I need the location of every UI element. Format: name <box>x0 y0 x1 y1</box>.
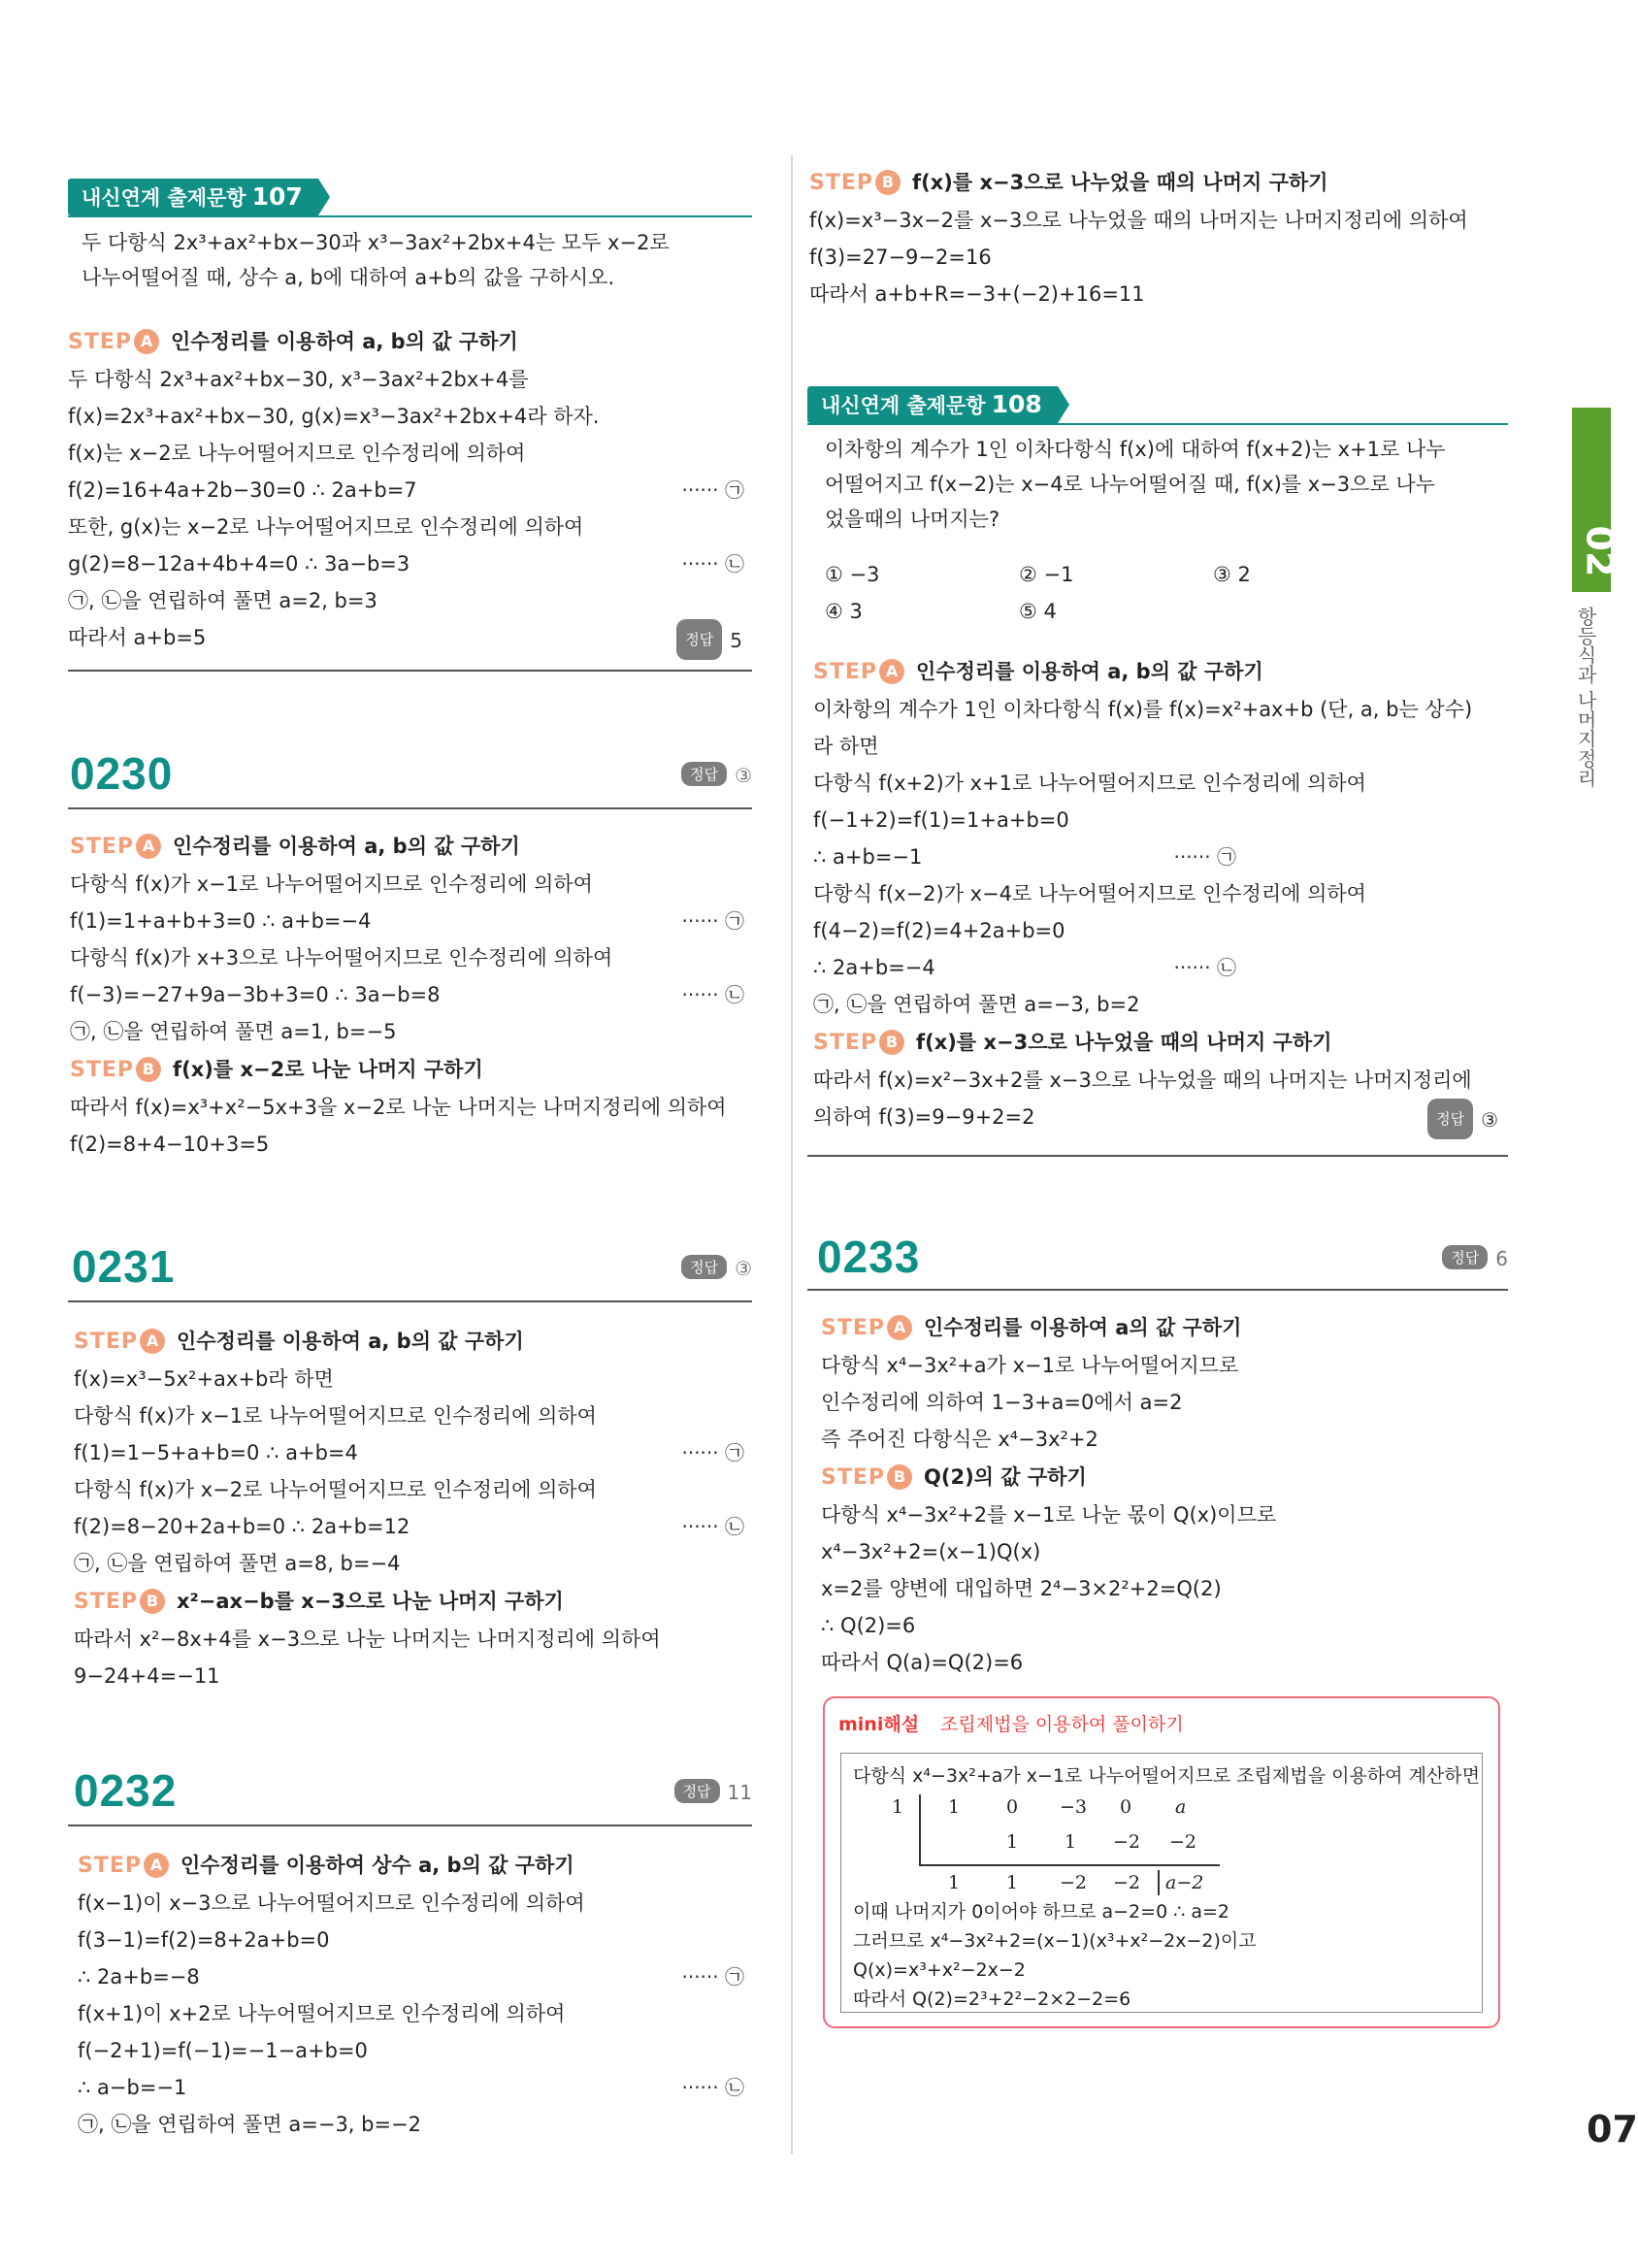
choice: ① −3 <box>825 563 880 586</box>
answer-box: 정답 ③ <box>1427 1099 1498 1139</box>
column-divider <box>791 155 793 2154</box>
solution-line: ㉠, ㉡을 연립하여 풀면 a=−3, b=2 <box>813 993 1140 1016</box>
solution-line: 따라서 f(x)=x³+x²−5x+3을 x−2로 나눈 나머지는 나머지정리에 의하여 <box>70 1096 727 1119</box>
solution-line: f(2)=16+4a+2b−30=0 ∴ 2a+b=7 ······ ㉠ <box>68 478 744 502</box>
solution-line: ∴ Q(2)=6 <box>821 1614 916 1637</box>
mini-line: Q(x)=x³+x²−2x−2 <box>853 1959 1026 1981</box>
solution-line: 다항식 x⁴−3x²+a가 x−1로 나누어떨어지므로 <box>821 1354 1239 1377</box>
mini-line: 다항식 x⁴−3x²+a가 x−1로 나누어떨어지므로 조립제법을 이용하여 계산하면 <box>853 1765 1480 1787</box>
mini-line: 따라서 Q(2)=2³+2²−2×2−2=6 <box>853 1989 1131 2010</box>
solution-line: ∴ 2a+b=−4 ······ ㉡ <box>813 956 1236 979</box>
step-a-title: STEP A 인수정리를 이용하여 a, b의 값 구하기 <box>813 660 1263 684</box>
solution-line: 다항식 f(x)가 x+3으로 나누어떨어지므로 인수정리에 의하여 <box>70 946 613 970</box>
step-a-title: STEP A 인수정리를 이용하여 a, b의 값 구하기 <box>74 1330 524 1354</box>
solution-line: f(4−2)=f(2)=4+2a+b=0 <box>813 919 1065 942</box>
solution-line: 다항식 f(x)가 x−2로 나누어떨어지므로 인수정리에 의하여 <box>74 1478 597 1501</box>
solution-line: 따라서 f(x)=x²−3x+2를 x−3으로 나누었을 때의 나머지는 나머지정리에 <box>813 1068 1472 1092</box>
solution-line: f(x)=2x³+ax²+bx−30, g(x)=x³−3ax²+2bx+4라 하자. <box>68 405 600 428</box>
question-0232-continued <box>809 163 1508 312</box>
choice: ③ 2 <box>1213 563 1251 586</box>
chapter-tab: 02 <box>1572 408 1611 592</box>
step-a-title: STEP A 인수정리를 이용하여 a의 값 구하기 <box>821 1316 1242 1340</box>
step-b-title: STEP B f(x)를 x−3으로 나누었을 때의 나머지 구하기 <box>813 1031 1332 1055</box>
solution-line: 라 하면 <box>813 735 879 758</box>
question-0232-solution <box>78 1846 752 2143</box>
solution-line: ∴ a−b=−1 ······ ㉡ <box>78 2076 744 2099</box>
chapter-title: 항등식과 나머지정리 <box>1574 607 1597 788</box>
answer-box: 정답 ③ <box>681 762 752 787</box>
solution-line: 다항식 f(x−2)가 x−4로 나누어떨어지므로 인수정리에 의하여 <box>813 882 1366 905</box>
solution-line: ∴ a+b=−1 ······ ㉠ <box>813 845 1236 869</box>
problem-108-choices <box>825 557 1407 631</box>
answer-box: 정답 5 <box>676 619 742 660</box>
solution-line: f(x)=x³−5x²+ax+b라 하면 <box>74 1367 334 1391</box>
problem-107-header <box>68 179 752 217</box>
mini-explanation-box <box>823 1696 1500 2028</box>
step-b-title: STEP B f(x)를 x−3으로 나누었을 때의 나머지 구하기 <box>809 171 1328 195</box>
solution-line: f(−1+2)=f(1)=1+a+b=0 <box>813 808 1069 832</box>
solution-line: f(−3)=−27+9a−3b+3=0 ∴ 3a−b=8 ······ ㉡ <box>70 983 744 1006</box>
solution-line: f(3−1)=f(2)=8+2a+b=0 <box>78 1928 330 1952</box>
page-number: 07 <box>1587 2108 1638 2151</box>
choice: ⑤ 4 <box>1019 600 1057 623</box>
mini-explanation-body <box>840 1753 1483 2013</box>
question-0233-number: 0233 <box>817 1232 921 1282</box>
solution-line: f(x)=x³−3x−2를 x−3으로 나누었을 때의 나머지는 나머지정리에 의하여 <box>809 209 1468 232</box>
mini-explanation-header: mini해설 조립제법을 이용하여 풀이하기 <box>838 1714 1184 1735</box>
answer-box: 정답 ③ <box>681 1255 752 1280</box>
answer-box: 정답 11 <box>674 1779 752 1804</box>
step-a-title: STEP A 인수정리를 이용하여 a, b의 값 구하기 <box>70 835 520 859</box>
solution-line: ㉠, ㉡을 연립하여 풀면 a=8, b=−4 <box>74 1552 401 1575</box>
solution-line: 따라서 a+b+R=−3+(−2)+16=11 <box>809 282 1145 306</box>
problem-107-solution <box>68 322 752 656</box>
solution-line: 9−24+4=−11 <box>74 1664 220 1688</box>
solution-line: f(2)=8−20+2a+b=0 ∴ 2a+b=12 ······ ㉡ <box>74 1515 744 1538</box>
mini-line: 그러므로 x⁴−3x²+2=(x−1)(x³+x²−2x−2)이고 <box>853 1930 1257 1952</box>
choice: ② −1 <box>1019 563 1074 586</box>
step-b-title: STEP B Q(2)의 값 구하기 <box>821 1465 1087 1490</box>
solution-line: 인수정리에 의하여 1−3+a=0에서 a=2 <box>821 1391 1183 1414</box>
solution-line: f(1)=1−5+a+b=0 ∴ a+b=4 ······ ㉠ <box>74 1441 744 1464</box>
solution-line: 다항식 f(x)가 x−1로 나누어떨어지므로 인수정리에 의하여 <box>74 1404 597 1428</box>
solution-line: f(3)=27−9−2=16 <box>809 246 992 269</box>
solution-line: f(x+1)이 x+2로 나누어떨어지므로 인수정리에 의하여 <box>78 2002 566 2025</box>
solution-line: f(x)는 x−2로 나누어떨어지므로 인수정리에 의하여 <box>68 442 526 465</box>
step-b-title: STEP B f(x)를 x−2로 나눈 나머지 구하기 <box>70 1058 483 1082</box>
answer-box: 정답 6 <box>1442 1245 1508 1270</box>
solution-line: x⁴−3x²+2=(x−1)Q(x) <box>821 1540 1041 1563</box>
solution-line: f(x−1)이 x−3으로 나누어떨어지므로 인수정리에 의하여 <box>78 1891 585 1915</box>
solution-line: 따라서 Q(a)=Q(2)=6 <box>821 1651 1024 1674</box>
question-0232-number: 0232 <box>74 1765 178 1816</box>
solution-line: 두 다항식 2x³+ax²+bx−30, x³−3ax²+2bx+4를 <box>68 368 529 391</box>
solution-line: 의하여 f(3)=9−9+2=2 정답 ③ <box>813 1099 1508 1135</box>
step-a-title: STEP A 인수정리를 이용하여 a, b의 값 구하기 <box>68 330 518 354</box>
solution-line: 따라서 x²−8x+4를 x−3으로 나눈 나머지는 나머지정리에 의하여 <box>74 1627 661 1651</box>
solution-line: 다항식 x⁴−3x²+2를 x−1로 나눈 몫이 Q(x)이므로 <box>821 1503 1277 1527</box>
question-0230-solution <box>70 827 752 1163</box>
solution-line: 다항식 f(x+2)가 x+1로 나누어떨어지므로 인수정리에 의하여 <box>813 772 1366 795</box>
question-0231-number: 0231 <box>72 1241 176 1292</box>
question-0233-solution <box>821 1308 1508 1681</box>
problem-107-tag: 내신연계 출제문항 107 <box>68 179 318 215</box>
solution-line: 다항식 f(x)가 x−1로 나누어떨어지므로 인수정리에 의하여 <box>70 872 593 896</box>
solution-line: f(−2+1)=f(−1)=−1−a+b=0 <box>78 2039 368 2062</box>
step-b-title: STEP B x²−ax−b를 x−3으로 나눈 나머지 구하기 <box>74 1590 564 1614</box>
question-0231-solution <box>74 1322 752 1694</box>
solution-line: x=2를 양변에 대입하면 2⁴−3×2²+2=Q(2) <box>821 1577 1222 1600</box>
solution-line: g(2)=8−12a+4b+4=0 ∴ 3a−b=3 ······ ㉡ <box>68 552 744 575</box>
mini-line: 이때 나머지가 0이어야 하므로 a−2=0 ∴ a=2 <box>853 1901 1229 1923</box>
solution-line: ∴ 2a+b=−8 ······ ㉠ <box>78 1965 744 1989</box>
solution-line: 즉 주어진 다항식은 x⁴−3x²+2 <box>821 1428 1098 1451</box>
solution-line: f(1)=1+a+b+3=0 ∴ a+b=−4 ······ ㉠ <box>70 909 744 933</box>
problem-108-header <box>807 386 1508 425</box>
choice: ④ 3 <box>825 600 863 623</box>
synthetic-division: 1 1 0 −3 0 a 1 1 −2 −2 1 1 −2 −2 a−2 <box>853 1791 1470 1897</box>
question-0230-number: 0230 <box>70 748 174 799</box>
step-a-title: STEP A 인수정리를 이용하여 상수 a, b의 값 구하기 <box>78 1854 574 1878</box>
problem-108-text: 이차항의 계수가 1인 이차다항식 f(x)에 대하여 f(x+2)는 x+1로 나누 어떨어지고 f(x−2)는 x−4로 나누어떨어질 때, f(x)를 x−3으로 나누 었을때의 나머지는? <box>825 438 1446 531</box>
problem-108-solution <box>813 652 1508 1135</box>
problem-108-tag: 내신연계 출제문항 108 <box>807 386 1058 423</box>
solution-line: 따라서 a+b=5 정답 5 <box>68 619 752 656</box>
problem-107-text: 두 다항식 2x³+ax²+bx−30과 x³−3ax²+2bx+4는 모두 x−2로 나누어떨어질 때, 상수 a, b에 대하여 a+b의 값을 구하시오. <box>82 231 670 289</box>
solution-line: 또한, g(x)는 x−2로 나누어떨어지므로 인수정리에 의하여 <box>68 515 584 539</box>
solution-line: ㉠, ㉡을 연립하여 풀면 a=−3, b=−2 <box>78 2113 422 2136</box>
solution-line: ㉠, ㉡을 연립하여 풀면 a=2, b=3 <box>68 589 377 612</box>
solution-line: ㉠, ㉡을 연립하여 풀면 a=1, b=−5 <box>70 1020 397 1043</box>
solution-line: 이차항의 계수가 1인 이차다항식 f(x)를 f(x)=x²+ax+b (단, a, b는 상수) <box>813 698 1473 721</box>
solution-line: f(2)=8+4−10+3=5 <box>70 1133 270 1156</box>
